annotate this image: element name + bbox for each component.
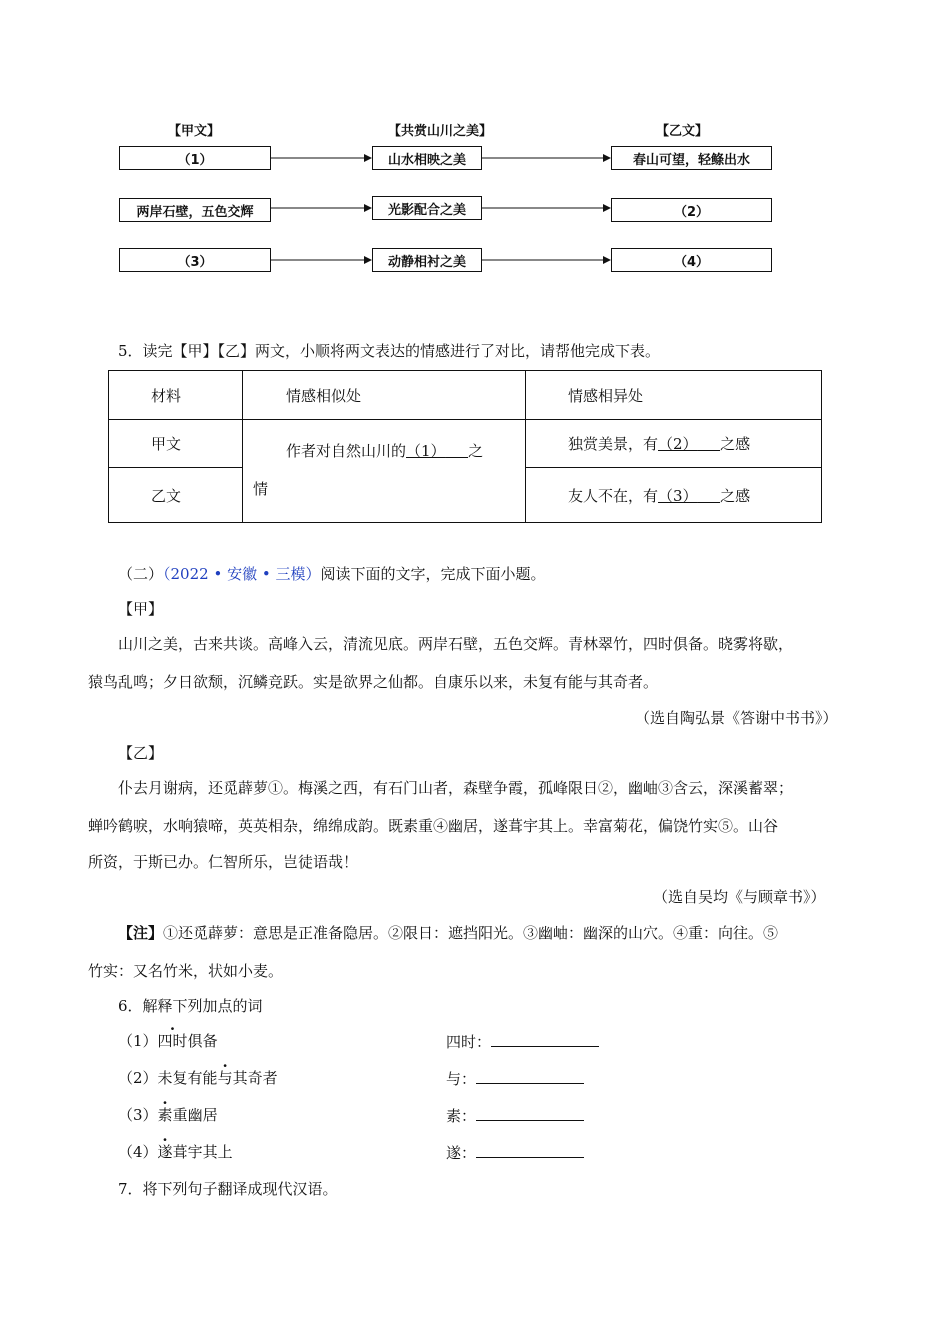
arrow-1a (271, 152, 372, 164)
q6-item-4: （4）遂葺宇其上 (118, 1143, 233, 1161)
dotted-word: 遂 (157, 1143, 173, 1161)
dotted-word: 素 (157, 1106, 173, 1124)
answer-blank-4[interactable] (476, 1141, 584, 1158)
q6-term-2: 与： (446, 1067, 584, 1089)
arrow-3a (271, 254, 372, 266)
diagram-box-mid-2: 光影配合之美 (372, 196, 482, 220)
diagram-box-mid-1: 山水相映之美 (372, 146, 482, 170)
table-diff-yi: 友人不在，有（3） 之感 (526, 468, 822, 523)
note-line-2: 竹实：又名竹米，状如小麦。 (88, 962, 284, 980)
jia-source: （选自陶弘景《答谢中书书》） (635, 709, 838, 727)
yi-source: （选自吴均《与顾章书》） (653, 888, 826, 906)
q6-prompt: 6．解释下列加点的词 (118, 997, 263, 1015)
yi-line-2: 蝉吟鹤唳，水响猿啼，英英相杂，绵绵成韵。既素重④幽居，遂葺宇其上。幸富菊花，偏饶竹实⑤。山谷 (88, 817, 779, 835)
q5-comparison-table (108, 370, 822, 523)
blank-3[interactable]: （3） (658, 486, 698, 505)
yi-line-3: 所资，于斯已办。仁智所乐，岂徒语哉！ (88, 853, 359, 871)
q6-term-4: 遂： (446, 1141, 584, 1163)
answer-blank-3[interactable] (476, 1104, 584, 1121)
jia-line-1: 山川之美，古来共谈。高峰入云，清流见底。两岸石壁，五色交辉。青林翠竹，四时俱备。晓雾将歇， (118, 635, 794, 653)
q6-term-1: 四时： (446, 1030, 599, 1052)
header-yi: 【乙文】 (656, 124, 709, 139)
note-line-1: 【注】①还觅薜萝：意思是正准备隐居。②限日：遮挡阳光。③幽岫：幽深的山穴。④重：向往。⑤ (118, 924, 779, 942)
jia-line-2: 猿鸟乱鸣；夕日欲颓，沉鳞竞跃。实是欲界之仙都。自康乐以来，未复有能与其奇者。 (88, 673, 659, 691)
arrow-2b (482, 202, 611, 214)
table-header-similar: 情感相似处 (243, 371, 526, 420)
diagram-box-mid-3: 动静相衬之美 (372, 248, 482, 272)
yi-line-1: 仆去月谢病，还觅薜萝①。梅溪之西，有石门山者，森壁争霞，孤峰限日②，幽岫③含云，深溪蓄翠； (118, 779, 794, 797)
q6-item-1: （1）四时俱备 (118, 1032, 218, 1050)
q6-term-3: 素： (446, 1104, 584, 1126)
table-diff-jia: 独赏美景，有（2） 之感 (526, 420, 822, 468)
diagram-box-yi-1: 春山可望，轻鲦出水 (611, 146, 772, 170)
dotted-word: 四时 (157, 1032, 188, 1050)
diagram-box-jia-2: 两岸石壁，五色交辉 (119, 198, 271, 222)
header-jia: 【甲文】 (168, 124, 221, 139)
diagram-box-jia-1: （1） (119, 146, 271, 170)
table-row-jia: 甲文 (109, 420, 243, 468)
table-header-material: 材料 (109, 371, 243, 420)
answer-blank-1[interactable] (491, 1030, 599, 1047)
source-tag[interactable]: （2022 • 安徽 • 三模） (163, 565, 321, 583)
arrow-2a (271, 202, 372, 214)
yi-label: 【乙】 (118, 744, 164, 762)
jia-label: 【甲】 (118, 600, 164, 618)
q5-prompt: 5．读完【甲】【乙】两文，小顺将两文表达的情感进行了对比，请帮他完成下表。 (118, 342, 661, 360)
q7-prompt: 7．将下列句子翻译成现代汉语。 (118, 1180, 338, 1198)
arrow-1b (482, 152, 611, 164)
table-header-diff: 情感相异处 (526, 371, 822, 420)
table-similar-cell: 作者对自然山川的（1） 之 情 (243, 420, 526, 523)
answer-blank-2[interactable] (476, 1067, 584, 1084)
blank-2[interactable]: （2） (658, 435, 698, 453)
q6-item-2: （2）未复有能与其奇者 (118, 1069, 278, 1087)
section2-heading: （二）（2022 • 安徽 • 三模）阅读下面的文字，完成下面小题。 (118, 565, 546, 583)
diagram-box-yi-3: （4） (611, 248, 772, 272)
diagram-box-yi-2: （2） (611, 198, 772, 222)
table-row-yi: 乙文 (109, 468, 243, 523)
arrow-3b (482, 254, 611, 266)
blank-1[interactable]: （1） (406, 442, 446, 460)
dotted-word: 与 (217, 1069, 233, 1087)
q6-item-3: （3）素重幽居 (118, 1106, 218, 1124)
header-shared: 【共赏山川之美】 (388, 124, 493, 139)
diagram-box-jia-3: （3） (119, 248, 271, 272)
